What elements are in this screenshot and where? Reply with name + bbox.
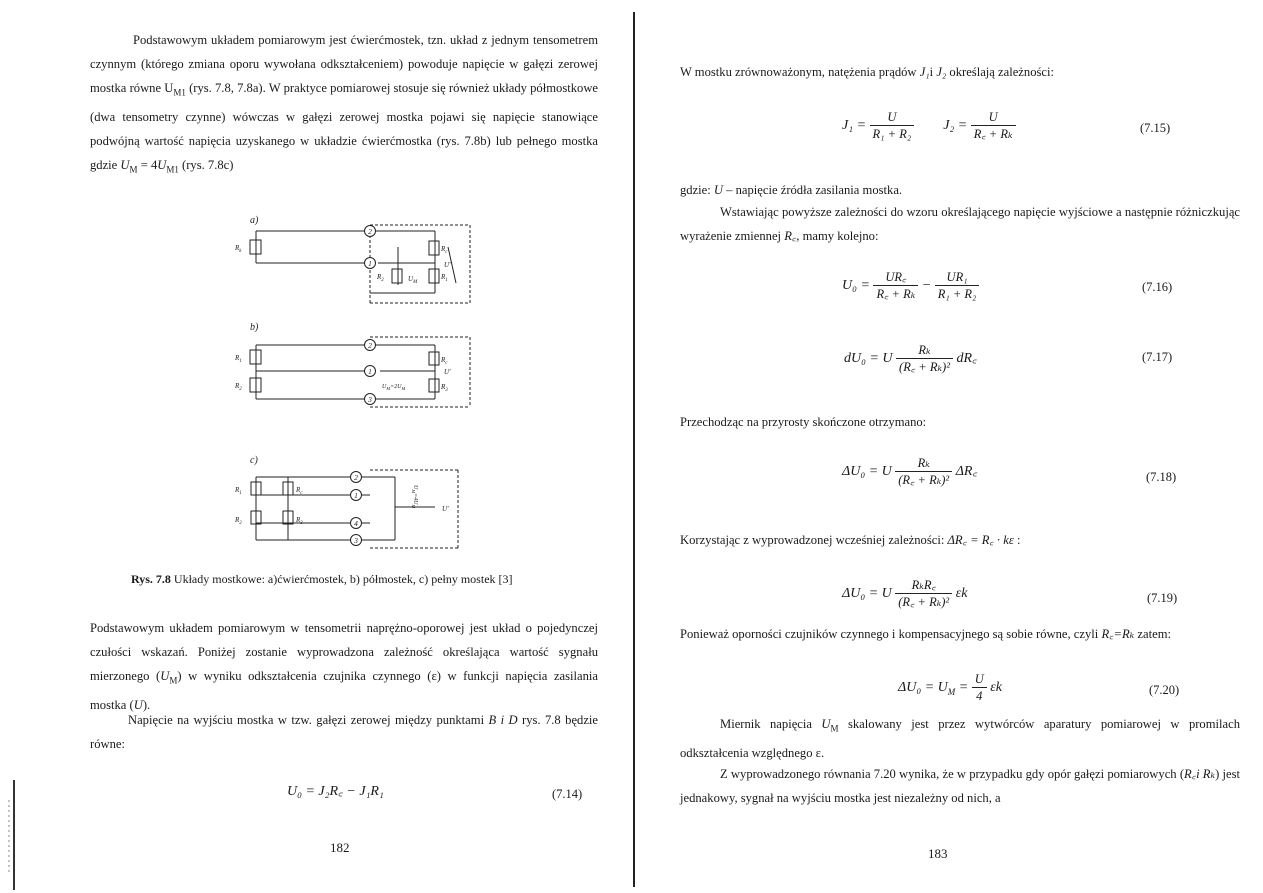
paragraph-balanced-bridge: W mostku zrównoważonym, natężenia prądów J₁i J₂ określają zależności: bbox=[680, 65, 1054, 79]
scan-artifact bbox=[4, 780, 18, 890]
equation-number-7-20: (7.20) bbox=[1149, 683, 1180, 697]
paragraph-equal-resistances: Ponieważ oporności czujników czynnego i kompensacyjnego są sobie równe, czyli R꜀=Rₖ zatem: bbox=[680, 627, 1171, 641]
equation-number-7-18: (7.18) bbox=[1146, 470, 1177, 484]
equation-7-17: dU₀ = U $\frac{\text{Rₖ}}{\text{(R꜀ + Rₖ)²}}$ dR꜀ bbox=[844, 343, 977, 374]
svg-text:UM=2UM: $U_M=2U_M$ bbox=[382, 384, 406, 391]
paragraph-finite-increments: Przechodząc na przyrosty skończone otrzymano: bbox=[680, 415, 927, 429]
svg-text:Rc: $R_c$ bbox=[441, 356, 448, 366]
svg-text:U': U' bbox=[442, 505, 449, 513]
figure-label-c: c) bbox=[250, 455, 258, 466]
figure-caption: Rys. 7.8 Układy mostkowe: a)ćwierćmostek, b) półmostek, c) pełny mostek [3] bbox=[131, 572, 513, 586]
equation-7-18: ΔU₀ = U $\frac{\text{Rₖ}}{\text{(R꜀ + Rₖ)²}}$ ΔR꜀ bbox=[842, 456, 978, 487]
svg-text:Rc: $R_c$ bbox=[441, 245, 448, 255]
svg-text:U': U' bbox=[444, 368, 451, 376]
figure-label-b: b) bbox=[250, 322, 259, 333]
svg-text:R3: $R_3$ bbox=[296, 516, 303, 526]
svg-text:2: 2 bbox=[354, 473, 358, 482]
svg-text:3: 3 bbox=[354, 536, 358, 545]
svg-text:R1: $R_1$ bbox=[235, 486, 242, 496]
right-page bbox=[636, 0, 1263, 893]
equation-7-20: $\Delta U_0 = U_M$ = $\frac{U}{4}$ εk bbox=[898, 672, 1002, 703]
paragraph-single-sensitivity: Podstawowym układem pomiarowym w tensometrii naprężno-oporowej jest układ o pojedynczej czułości wskazań. Poniżej zostanie wyprowadzona zależność określająca wartość sygnału mierzonego $(U_M)$ w wyniku odkształcenia czujnika czynnego (ε) w funkcji napięcia zasilania mostka (U). bbox=[90, 621, 598, 712]
svg-text:R2: $R_2$ bbox=[377, 273, 384, 283]
equation-7-16: U₀ = $\frac{UR꜀}{\text{R꜀ + Rₖ}}$ − $\frac{\text{UR₁}}{\text{R₁ + R₂}}$ bbox=[842, 270, 979, 302]
equation-number-7-15: (7.15) bbox=[1140, 121, 1171, 135]
equation-number-7-19: (7.19) bbox=[1147, 591, 1178, 605]
book-gutter bbox=[633, 12, 635, 887]
svg-text:4: 4 bbox=[354, 519, 358, 528]
equation-number-7-14: (7.14) bbox=[552, 787, 583, 801]
svg-text:R2: $R_2$ bbox=[235, 382, 242, 392]
page-number-right: 183 bbox=[928, 846, 948, 861]
equation-7-14: U₀ = J₂R꜀ − J₁R₁ bbox=[287, 784, 384, 799]
svg-text:R1: $R_1$ bbox=[235, 354, 242, 364]
paragraph-meter: Miernik napięcia $U_M$ skalowany jest przez wytwórców aparatury pomiarowej w promilach odkształcenia względnego ε. bbox=[680, 717, 1241, 760]
equation-number-7-17: (7.17) bbox=[1142, 350, 1173, 364]
svg-text:1: 1 bbox=[354, 491, 358, 500]
svg-text:UM=4UM: $U_M=4U_M$ bbox=[411, 485, 418, 509]
paragraph-quarter-bridge: Podstawowym układem pomiarowym jest ćwierćmostek, tzn. układ z jednym tensometrem czynnym (którego zmiana oporu wywołana odkształceniem) powoduje napięcie w gałęzi zerowej mostka równe $U_{M1}$ (rys. 7.8, 7.8a). W praktyce pomiarowej stosuje się również układy półmostkowe (dwa tensometry czynne) wówczas w gałęzi zerowej mostka pojawi się napięcie stanowiące podwójną wartość napięcia uzyskanego w układzie ćwierćmostka (rys. 7.8b) lub pełnego mostka gdzie $U_M = 4U_{M1}$ (rys. 7.8c) bbox=[90, 33, 598, 175]
svg-text:R1: $R_1$ bbox=[441, 273, 448, 283]
paragraph-bridge-output: Napięcie na wyjściu mostka w tzw. gałęzi zerowej między punktami B i D rys. 7.8 będzie równe: bbox=[90, 713, 599, 751]
equation-7-19: ΔU₀ = U $\frac{\text{RₖR꜀}}{\text{(R꜀ + Rₖ)²}}$ εk bbox=[842, 578, 968, 609]
paragraph-using-relation: Korzystając z wyprowadzonej wcześniej zależności: ΔR꜀ = R꜀ · kε : bbox=[680, 533, 1021, 547]
paragraph-conclusion: Z wyprowadzonego równania 7.20 wynika, że w przypadku gdy opór gałęzi pomiarowych (R꜀i Rₖ) jest jednakowy, sygnał na wyjściu mostka jest niezależny od nich, a bbox=[680, 767, 1241, 805]
paragraph-gdzie: gdzie: U – napięcie źródła zasilania mostka. bbox=[680, 183, 903, 197]
svg-text:2: 2 bbox=[368, 341, 372, 350]
svg-text:1: 1 bbox=[368, 259, 372, 268]
svg-text:2: 2 bbox=[368, 227, 372, 236]
svg-text:U': U' bbox=[444, 261, 451, 269]
svg-text:R3: $R_3$ bbox=[441, 383, 448, 393]
svg-text:UM: $U_M$ bbox=[408, 275, 418, 285]
svg-text:Rc: $R_c$ bbox=[296, 486, 303, 496]
equation-7-15: J₁ = $\frac{U}{\text{R₁ + R₂}}$ J₂ = $\frac{U}{\text{R꜀ + Rₖ}}$ bbox=[842, 110, 1016, 142]
page-number-left: 182 bbox=[330, 840, 350, 855]
svg-text:Rk: $R_k$ bbox=[235, 244, 242, 254]
bridge-circuits-figure bbox=[230, 185, 510, 575]
figure-label-a: a) bbox=[250, 215, 259, 226]
equation-number-7-16: (7.16) bbox=[1142, 280, 1173, 294]
svg-text:R2: $R_2$ bbox=[235, 516, 242, 526]
svg-text:3: 3 bbox=[368, 395, 372, 404]
paragraph-substituting: Wstawiając powyższe zależności do wzoru określającego napięcie wyjściowe a następnie różniczkując wyrażenie zmiennej R꜀, mamy kolejno: bbox=[680, 205, 1240, 243]
svg-text:1: 1 bbox=[368, 367, 372, 376]
